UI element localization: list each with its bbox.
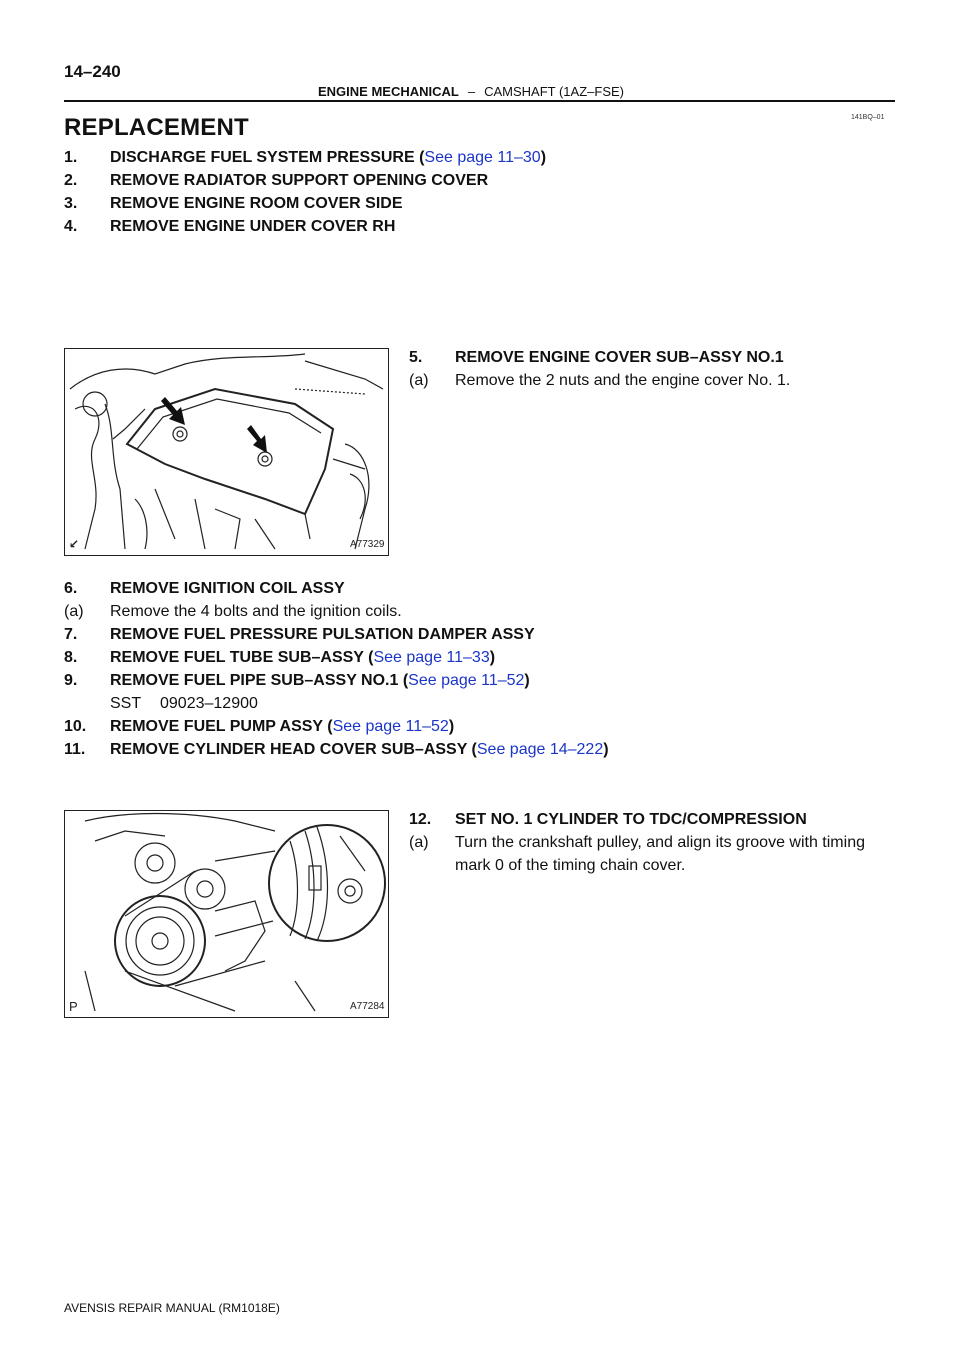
step-text: REMOVE ENGINE UNDER COVER RH bbox=[110, 218, 396, 235]
figure-id: A77284 bbox=[350, 1001, 385, 1012]
step-number: 8. bbox=[64, 649, 78, 666]
step-6a bbox=[64, 603, 402, 621]
step-3 bbox=[64, 195, 402, 213]
step-text-close: ) bbox=[489, 649, 496, 666]
step-7 bbox=[64, 626, 535, 644]
link-page-11-30[interactable]: See page 11–30 bbox=[424, 149, 541, 166]
step-text: REMOVE FUEL TUBE SUB–ASSY ( bbox=[110, 649, 374, 666]
step-number: 5. bbox=[409, 349, 423, 366]
header-subsection: CAMSHAFT (1AZ–FSE) bbox=[484, 84, 624, 99]
step-5 bbox=[409, 349, 784, 367]
header-rule bbox=[64, 100, 895, 102]
page-number: 14–240 bbox=[64, 62, 121, 81]
step-number: 1. bbox=[64, 149, 78, 166]
figure-corner-mark: ↙ bbox=[69, 537, 80, 551]
figure-crankshaft-pulley bbox=[64, 810, 389, 1018]
step-text: REMOVE IGNITION COIL ASSY bbox=[110, 580, 345, 597]
step-text: REMOVE ENGINE COVER SUB–ASSY NO.1 bbox=[455, 349, 784, 366]
link-page-14-222[interactable]: See page 14–222 bbox=[476, 741, 604, 758]
footer-manual-title: AVENSIS REPAIR MANUAL (RM1018E) bbox=[64, 1301, 280, 1315]
step-5a bbox=[409, 372, 790, 390]
figure-id: A77329 bbox=[350, 539, 385, 550]
step-9 bbox=[64, 672, 530, 690]
step-text: REMOVE CYLINDER HEAD COVER SUB–ASSY ( bbox=[110, 741, 477, 758]
step-10 bbox=[64, 718, 454, 736]
step-text-close: ) bbox=[603, 741, 609, 758]
step-12a bbox=[409, 834, 865, 852]
step-text: DISCHARGE FUEL SYSTEM PRESSURE ( bbox=[110, 149, 425, 166]
step-text-close: ) bbox=[448, 718, 455, 735]
substep-text: Remove the 4 bolts and the ignition coils. bbox=[110, 603, 402, 620]
substep-text-line-1: Turn the crankshaft pulley, and align its groove with timing bbox=[455, 834, 865, 851]
step-number: 9. bbox=[64, 672, 78, 689]
substep-letter: (a) bbox=[409, 834, 429, 851]
substep-letter: (a) bbox=[409, 372, 429, 389]
step-4 bbox=[64, 218, 395, 236]
figure-corner-mark: P bbox=[69, 999, 78, 1014]
step-text: REMOVE RADIATOR SUPPORT OPENING COVER bbox=[110, 172, 489, 189]
step-8 bbox=[64, 649, 495, 667]
step-number: 2. bbox=[64, 172, 78, 189]
step-number: 12. bbox=[409, 811, 432, 828]
step-text: REMOVE FUEL PUMP ASSY ( bbox=[110, 718, 333, 735]
document-id: 141BQ–01 bbox=[851, 114, 885, 121]
step-2 bbox=[64, 172, 488, 190]
substep-text: Remove the 2 nuts and the engine cover No. 1. bbox=[455, 372, 791, 389]
step-1 bbox=[64, 149, 546, 167]
step-text-close: ) bbox=[540, 149, 547, 166]
step-text: REMOVE FUEL PIPE SUB–ASSY NO.1 ( bbox=[110, 672, 409, 689]
figure-engine-cover bbox=[64, 348, 389, 556]
running-header bbox=[318, 84, 624, 99]
engine-cover-illustration bbox=[65, 349, 388, 555]
crankshaft-pulley-illustration bbox=[65, 811, 388, 1017]
step-number: 11. bbox=[64, 741, 86, 758]
substep-letter: (a) bbox=[64, 603, 84, 620]
link-page-11-52[interactable]: See page 11–52 bbox=[332, 718, 449, 735]
step-12 bbox=[409, 811, 807, 829]
step-number: 10. bbox=[64, 718, 87, 735]
sst-number: 09023–12900 bbox=[160, 695, 258, 712]
step-text: SET NO. 1 CYLINDER TO TDC/COMPRESSION bbox=[455, 811, 807, 828]
step-number: 6. bbox=[64, 580, 78, 597]
step-number: 7. bbox=[64, 626, 78, 643]
step-12a-cont: mark 0 of the timing chain cover. bbox=[455, 857, 686, 874]
step-text: REMOVE FUEL PRESSURE PULSATION DAMPER ASSY bbox=[110, 626, 535, 643]
link-page-11-33[interactable]: See page 11–33 bbox=[373, 649, 490, 666]
step-6 bbox=[64, 580, 345, 598]
step-number: 3. bbox=[64, 195, 78, 212]
step-9-sst bbox=[110, 695, 258, 713]
step-text: REMOVE ENGINE ROOM COVER SIDE bbox=[110, 195, 403, 212]
step-11 bbox=[64, 741, 609, 759]
header-separator: – bbox=[467, 84, 476, 99]
header-section: ENGINE MECHANICAL bbox=[318, 84, 459, 99]
sst-label: SST bbox=[110, 695, 142, 712]
link-page-11-52[interactable]: See page 11–52 bbox=[408, 672, 525, 689]
step-text-close: ) bbox=[524, 672, 530, 689]
page-title: REPLACEMENT bbox=[64, 114, 249, 141]
step-number: 4. bbox=[64, 218, 78, 235]
